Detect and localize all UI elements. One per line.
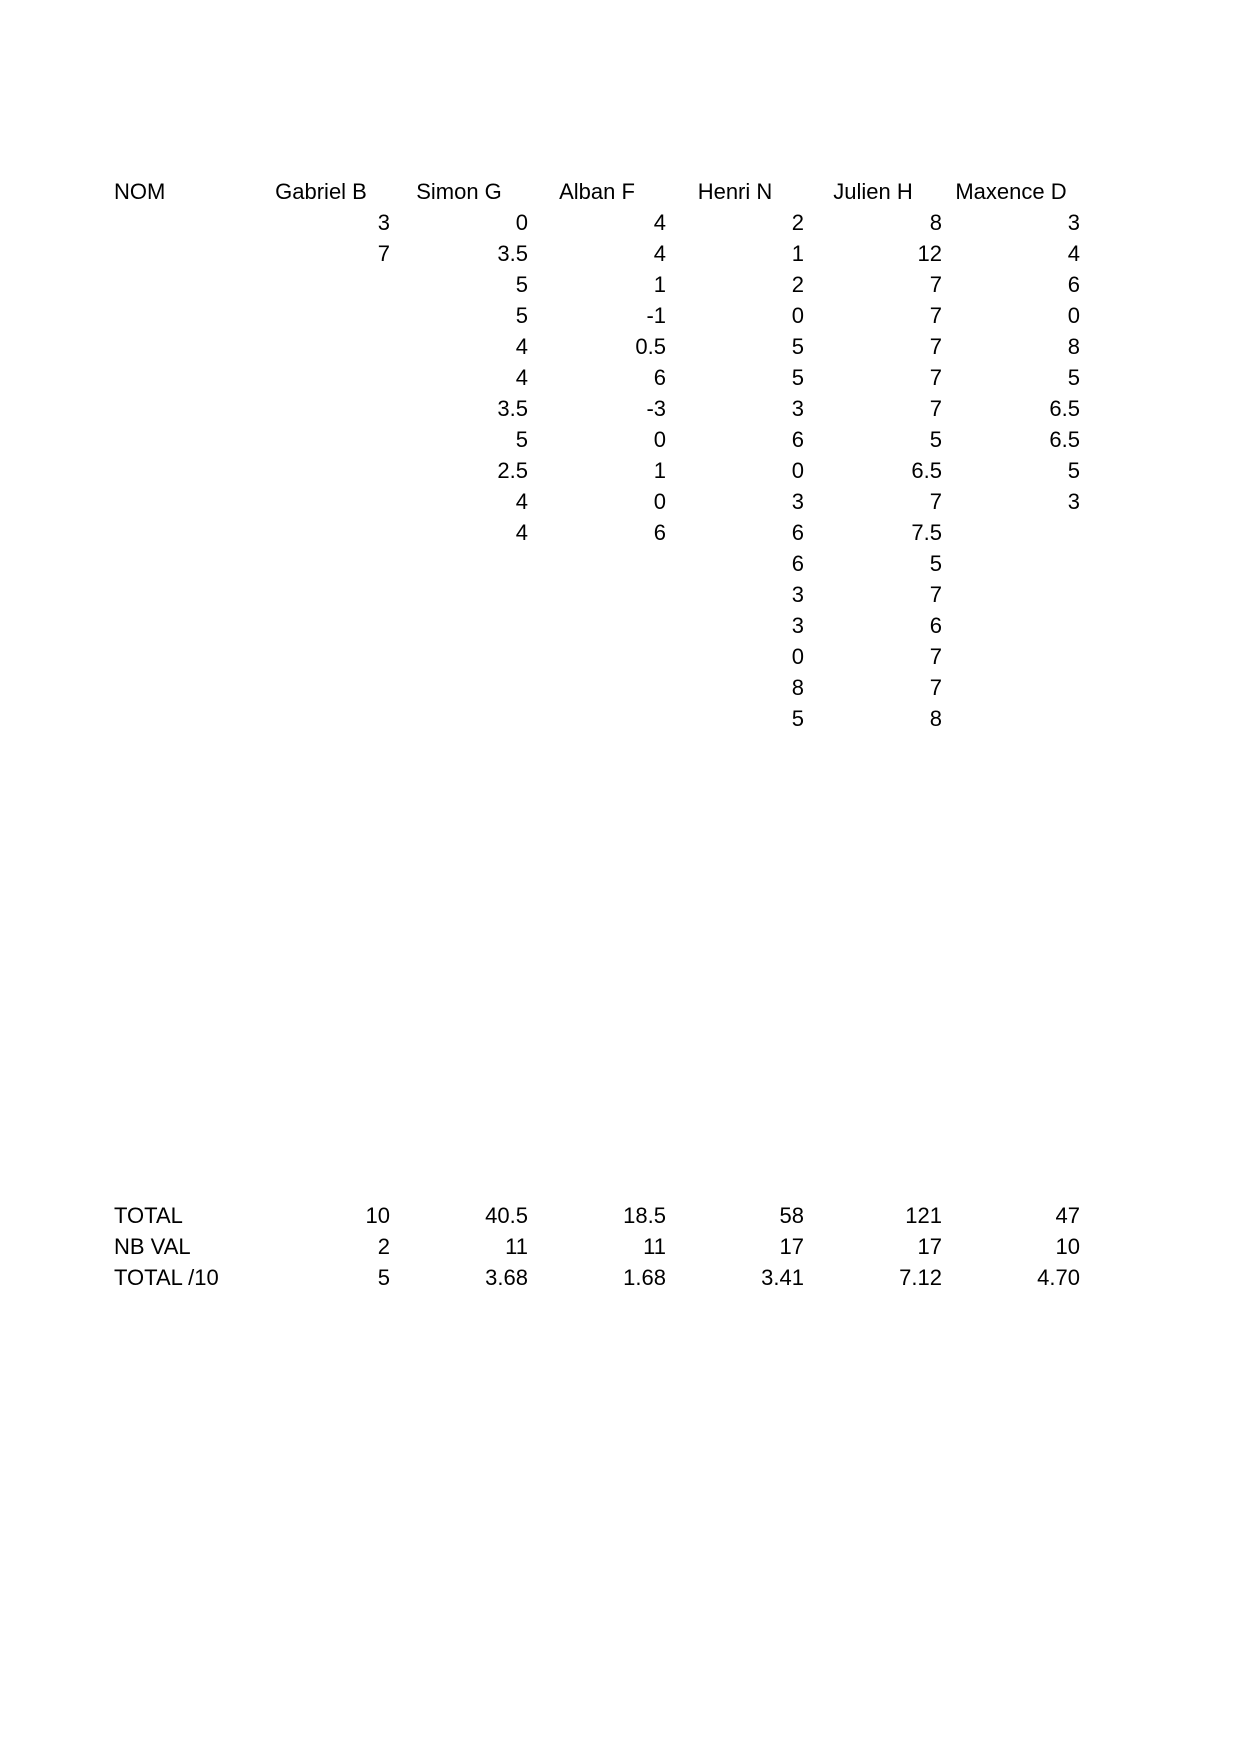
score-cell-gabriel-b bbox=[252, 424, 390, 455]
summary-value-cell: 10 bbox=[1055, 1234, 1080, 1259]
score-cell-henri-n: 2 bbox=[791, 272, 804, 297]
score-cell-henri-n: 5 bbox=[791, 334, 804, 359]
score-cell-alban-f: 6 bbox=[653, 520, 666, 545]
score-cell-simon-g bbox=[390, 579, 528, 610]
summary-row-label: TOTAL /10 bbox=[114, 1265, 219, 1290]
score-cell-julien-h: 7 bbox=[929, 334, 942, 359]
score-cell-gabriel-b bbox=[252, 672, 390, 703]
row-label-cell bbox=[114, 641, 252, 672]
summary-value-cell: 18.5 bbox=[623, 1203, 666, 1228]
score-cell-maxence-d: 0 bbox=[1067, 303, 1080, 328]
row-label-cell bbox=[114, 300, 252, 331]
score-cell-maxence-d: 6.5 bbox=[1049, 396, 1080, 421]
score-cell-julien-h: 7 bbox=[929, 365, 942, 390]
score-cell-gabriel-b bbox=[252, 641, 390, 672]
score-cell-gabriel-b: 3 bbox=[377, 210, 390, 235]
score-cell-simon-g: 5 bbox=[515, 272, 528, 297]
column-header-maxence-d: Maxence D bbox=[955, 179, 1067, 204]
row-label-cell bbox=[114, 393, 252, 424]
score-cell-henri-n: 0 bbox=[791, 458, 804, 483]
column-header-gabriel-b: Gabriel B bbox=[275, 179, 367, 204]
score-cell-maxence-d: 5 bbox=[1067, 458, 1080, 483]
score-cell-henri-n: 5 bbox=[791, 706, 804, 731]
score-cell-maxence-d: 5 bbox=[1067, 365, 1080, 390]
summary-value-cell: 3.68 bbox=[485, 1265, 528, 1290]
score-cell-henri-n: 8 bbox=[791, 675, 804, 700]
score-cell-julien-h: 8 bbox=[929, 706, 942, 731]
score-cell-alban-f: 4 bbox=[653, 241, 666, 266]
summary-table bbox=[114, 1200, 1080, 1293]
score-cell-gabriel-b bbox=[252, 548, 390, 579]
summary-value-cell: 121 bbox=[905, 1203, 942, 1228]
summary-value-cell: 17 bbox=[779, 1234, 804, 1259]
score-cell-alban-f: -3 bbox=[646, 396, 666, 421]
score-cell-alban-f bbox=[528, 548, 666, 579]
score-cell-julien-h: 5 bbox=[929, 427, 942, 452]
summary-row-label: NB VAL bbox=[114, 1234, 191, 1259]
summary-value-cell: 4.70 bbox=[1037, 1265, 1080, 1290]
score-cell-simon-g: 4 bbox=[515, 365, 528, 390]
row-label-cell bbox=[114, 362, 252, 393]
score-cell-alban-f bbox=[528, 579, 666, 610]
score-cell-simon-g: 3.5 bbox=[497, 241, 528, 266]
score-cell-simon-g bbox=[390, 610, 528, 641]
score-cell-simon-g: 4 bbox=[515, 520, 528, 545]
row-label-cell bbox=[114, 486, 252, 517]
column-header-julien-h: Julien H bbox=[833, 179, 913, 204]
score-cell-henri-n: 2 bbox=[791, 210, 804, 235]
row-label-cell bbox=[114, 579, 252, 610]
score-cell-julien-h: 7.5 bbox=[911, 520, 942, 545]
score-cell-henri-n: 6 bbox=[791, 427, 804, 452]
score-cell-simon-g: 4 bbox=[515, 334, 528, 359]
summary-value-cell: 47 bbox=[1055, 1203, 1080, 1228]
score-cell-alban-f: 1 bbox=[653, 458, 666, 483]
score-cell-gabriel-b bbox=[252, 486, 390, 517]
score-cell-alban-f: 6 bbox=[653, 365, 666, 390]
score-cell-alban-f: 0 bbox=[653, 427, 666, 452]
score-cell-julien-h: 5 bbox=[929, 551, 942, 576]
score-cell-gabriel-b bbox=[252, 331, 390, 362]
score-cell-gabriel-b bbox=[252, 517, 390, 548]
score-cell-maxence-d bbox=[942, 641, 1080, 672]
score-cell-julien-h: 7 bbox=[929, 675, 942, 700]
score-cell-julien-h: 6.5 bbox=[911, 458, 942, 483]
score-cell-alban-f bbox=[528, 641, 666, 672]
score-cell-maxence-d: 6 bbox=[1067, 272, 1080, 297]
score-cell-maxence-d: 3 bbox=[1067, 489, 1080, 514]
row-label-cell bbox=[114, 517, 252, 548]
score-cell-maxence-d: 3 bbox=[1067, 210, 1080, 235]
summary-value-cell: 7.12 bbox=[899, 1265, 942, 1290]
summary-value-cell: 11 bbox=[505, 1234, 528, 1259]
score-cell-henri-n: 5 bbox=[791, 365, 804, 390]
score-cell-alban-f: 1 bbox=[653, 272, 666, 297]
score-cell-julien-h: 7 bbox=[929, 489, 942, 514]
score-cell-gabriel-b bbox=[252, 455, 390, 486]
score-cell-maxence-d: 8 bbox=[1067, 334, 1080, 359]
score-cell-maxence-d bbox=[942, 548, 1080, 579]
column-header-henri-n: Henri N bbox=[697, 179, 773, 204]
score-cell-julien-h: 8 bbox=[929, 210, 942, 235]
score-cell-maxence-d bbox=[942, 517, 1080, 548]
score-cell-julien-h: 6 bbox=[929, 613, 942, 638]
row-label-cell bbox=[114, 703, 252, 734]
column-header-nom: NOM bbox=[114, 179, 166, 204]
score-cell-simon-g bbox=[390, 703, 528, 734]
score-cell-simon-g: 5 bbox=[515, 427, 528, 452]
column-header-simon-g: Simon G bbox=[416, 179, 502, 204]
score-cell-gabriel-b bbox=[252, 610, 390, 641]
score-cell-henri-n: 0 bbox=[791, 303, 804, 328]
summary-value-cell: 17 bbox=[917, 1234, 942, 1259]
summary-value-cell: 58 bbox=[779, 1203, 804, 1228]
score-cell-julien-h: 12 bbox=[917, 241, 942, 266]
score-cell-alban-f: 0 bbox=[653, 489, 666, 514]
score-cell-alban-f bbox=[528, 610, 666, 641]
score-cell-simon-g bbox=[390, 548, 528, 579]
row-label-cell bbox=[114, 424, 252, 455]
score-cell-maxence-d: 4 bbox=[1067, 241, 1080, 266]
row-label-cell bbox=[114, 207, 252, 238]
score-cell-gabriel-b bbox=[252, 300, 390, 331]
score-cell-henri-n: 1 bbox=[791, 241, 804, 266]
row-label-cell bbox=[114, 331, 252, 362]
row-label-cell bbox=[114, 672, 252, 703]
summary-value-cell: 1.68 bbox=[623, 1265, 666, 1290]
score-cell-gabriel-b bbox=[252, 579, 390, 610]
score-cell-simon-g bbox=[390, 672, 528, 703]
score-cell-alban-f: -1 bbox=[646, 303, 666, 328]
score-cell-julien-h: 7 bbox=[929, 582, 942, 607]
score-cell-henri-n: 3 bbox=[791, 489, 804, 514]
row-label-cell bbox=[114, 610, 252, 641]
summary-value-cell: 10 bbox=[365, 1203, 390, 1228]
score-cell-simon-g: 5 bbox=[515, 303, 528, 328]
score-cell-julien-h: 7 bbox=[929, 303, 942, 328]
score-cell-maxence-d bbox=[942, 703, 1080, 734]
scores-table bbox=[114, 176, 1080, 734]
score-cell-gabriel-b bbox=[252, 362, 390, 393]
summary-value-cell: 40.5 bbox=[485, 1203, 528, 1228]
summary-value-cell: 3.41 bbox=[761, 1265, 804, 1290]
score-cell-maxence-d bbox=[942, 610, 1080, 641]
score-cell-simon-g: 2.5 bbox=[497, 458, 528, 483]
score-cell-maxence-d bbox=[942, 579, 1080, 610]
score-cell-julien-h: 7 bbox=[929, 396, 942, 421]
score-cell-simon-g: 4 bbox=[515, 489, 528, 514]
row-label-cell bbox=[114, 455, 252, 486]
score-cell-julien-h: 7 bbox=[929, 644, 942, 669]
column-header-alban-f: Alban F bbox=[559, 179, 635, 204]
score-cell-henri-n: 3 bbox=[791, 582, 804, 607]
score-cell-alban-f bbox=[528, 672, 666, 703]
score-cell-alban-f: 4 bbox=[653, 210, 666, 235]
score-cell-simon-g: 0 bbox=[515, 210, 528, 235]
summary-value-cell: 11 bbox=[643, 1234, 666, 1259]
row-label-cell bbox=[114, 238, 252, 269]
score-cell-henri-n: 3 bbox=[791, 613, 804, 638]
score-cell-simon-g bbox=[390, 641, 528, 672]
score-cell-maxence-d: 6.5 bbox=[1049, 427, 1080, 452]
score-cell-henri-n: 0 bbox=[791, 644, 804, 669]
score-cell-maxence-d bbox=[942, 672, 1080, 703]
score-cell-gabriel-b bbox=[252, 703, 390, 734]
summary-value-cell: 5 bbox=[377, 1265, 390, 1290]
score-cell-henri-n: 6 bbox=[791, 520, 804, 545]
score-cell-gabriel-b: 7 bbox=[377, 241, 390, 266]
row-label-cell bbox=[114, 548, 252, 579]
score-cell-henri-n: 6 bbox=[791, 551, 804, 576]
score-cell-alban-f: 0.5 bbox=[635, 334, 666, 359]
score-cell-gabriel-b bbox=[252, 269, 390, 300]
summary-row-label: TOTAL bbox=[114, 1203, 183, 1228]
score-cell-julien-h: 7 bbox=[929, 272, 942, 297]
row-label-cell bbox=[114, 269, 252, 300]
score-cell-gabriel-b bbox=[252, 393, 390, 424]
score-cell-alban-f bbox=[528, 703, 666, 734]
score-cell-henri-n: 3 bbox=[791, 396, 804, 421]
score-cell-simon-g: 3.5 bbox=[497, 396, 528, 421]
summary-value-cell: 2 bbox=[377, 1234, 390, 1259]
